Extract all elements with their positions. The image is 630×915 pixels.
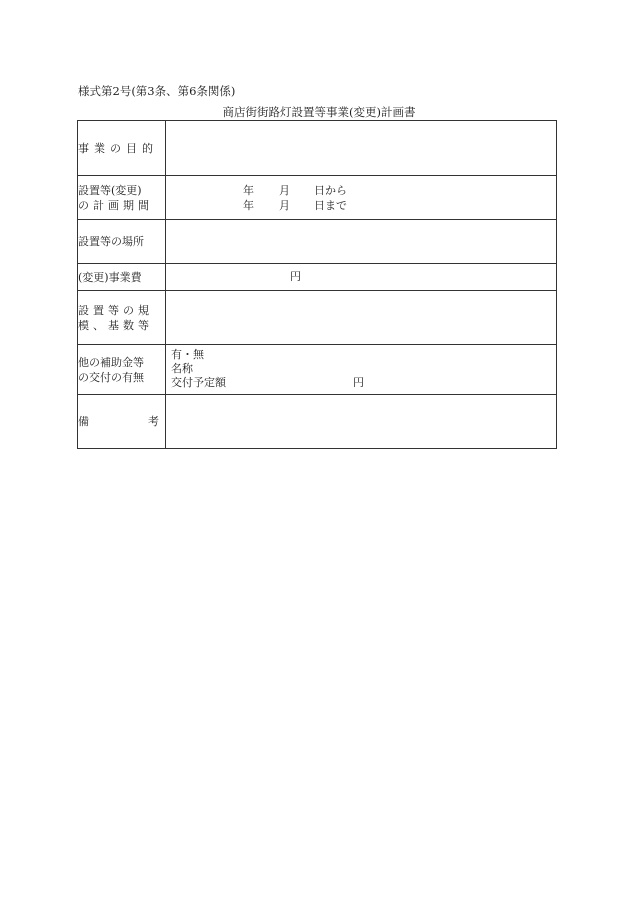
label-subsidy (78, 345, 166, 395)
field-remarks[interactable] (166, 395, 557, 449)
document-title: 商店街街路灯設置等事業(変更)計画書 (222, 105, 416, 119)
field-location[interactable] (166, 220, 557, 264)
field-purpose[interactable] (166, 121, 557, 176)
period-to-line (166, 199, 556, 213)
label-scale-line1: 設置等の規 (78, 303, 153, 317)
subsidy-name-label: 名称 (171, 362, 193, 375)
field-subsidy[interactable] (166, 345, 557, 395)
label-cost (78, 264, 166, 291)
label-subsidy-line1: 他の補助金等 (78, 355, 144, 369)
period-from-line (166, 184, 556, 198)
period-to-month: 月 (279, 198, 290, 212)
label-period-line1: 設置等(変更) (78, 183, 142, 197)
subsidy-amount-line (171, 376, 556, 390)
form-reference: 様式第2号(第3条、第6条関係) (78, 84, 236, 98)
label-subsidy-line2: の交付の有無 (78, 370, 144, 384)
subsidy-amount-unit: 円 (353, 376, 364, 389)
period-from-day: 日から (314, 183, 347, 197)
period-to-year: 年 (243, 198, 254, 212)
row-scale (78, 291, 557, 345)
label-location (78, 220, 166, 264)
period-from-month: 月 (279, 183, 290, 197)
label-purpose (78, 121, 166, 176)
label-remarks-char1: 備 (78, 415, 89, 428)
label-cost-text: (変更)事業費 (78, 270, 142, 284)
field-period[interactable] (166, 176, 557, 220)
period-to-day: 日まで (314, 198, 347, 212)
label-scale-line2: 模、基数等 (78, 318, 153, 332)
label-scale (78, 291, 166, 345)
row-remarks (78, 395, 557, 449)
field-cost[interactable] (166, 264, 557, 291)
cost-unit: 円 (290, 270, 301, 283)
label-period-line2: の計画期間 (78, 198, 153, 212)
subsidy-presence[interactable]: 有・無 (171, 348, 204, 361)
row-subsidy (78, 345, 557, 395)
label-period (78, 176, 166, 220)
plan-form-table (77, 120, 557, 449)
label-location-text: 設置等の場所 (78, 235, 144, 248)
row-location (78, 220, 557, 264)
row-period (78, 176, 557, 220)
period-from-year: 年 (243, 183, 254, 197)
field-scale[interactable] (166, 291, 557, 345)
label-remarks-char2: 考 (148, 415, 159, 428)
label-purpose-text: 事業の目的 (78, 141, 158, 155)
subsidy-amount-label: 交付予定額 (171, 376, 226, 389)
label-remarks (78, 395, 166, 449)
row-cost (78, 264, 557, 291)
row-purpose (78, 121, 557, 176)
